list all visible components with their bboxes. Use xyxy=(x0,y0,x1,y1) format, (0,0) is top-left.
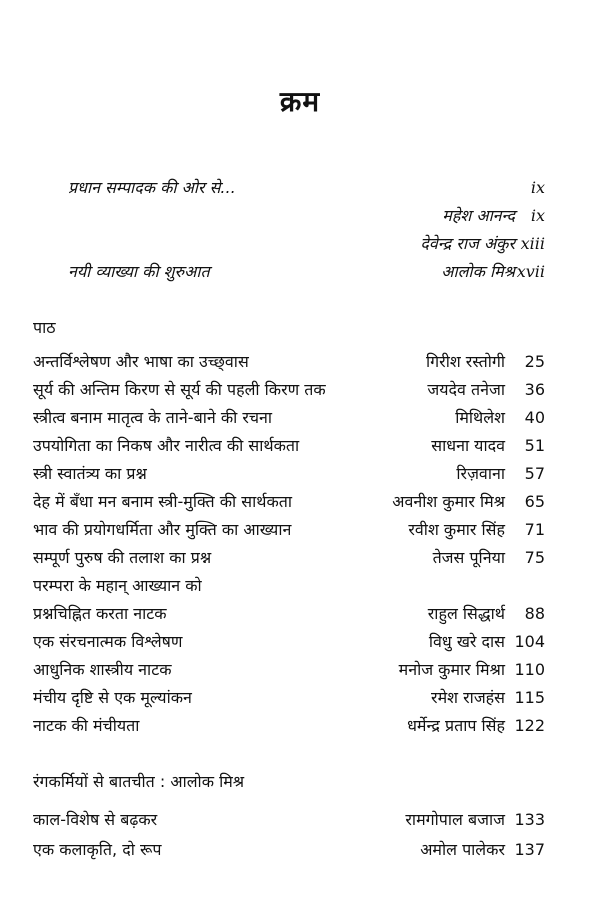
toc-entry xyxy=(33,434,545,460)
entry-page: 122 xyxy=(514,716,545,735)
entry-title: परम्परा के महान् आख्यान को xyxy=(33,576,202,595)
section-heading: रंगकर्मियों से बातचीत : आलोक मिश्र xyxy=(33,772,245,791)
entry-author: देवेन्द्र राज अंकुर xyxy=(420,234,515,253)
entry-page: 51 xyxy=(524,436,545,455)
toc-entry xyxy=(33,260,545,286)
entry-title: उपयोगिता का निकष और नारीत्व की सार्थकता xyxy=(33,436,300,455)
entry-author: जयदेव तनेजा xyxy=(427,380,505,399)
entry-author: साधना यादव xyxy=(431,436,505,455)
entry-page: 104 xyxy=(514,632,545,651)
entry-author: रवीश कुमार सिंह xyxy=(408,520,505,539)
entry-title: प्रधान सम्पादक की ओर से... xyxy=(68,178,236,197)
toc-entry xyxy=(33,490,545,516)
entry-title: काल-विशेष से बढ़कर xyxy=(33,810,158,829)
entry-page: 133 xyxy=(514,810,545,829)
entry-author: विधु खरे दास xyxy=(428,632,505,651)
toc-entry xyxy=(33,714,545,740)
entry-title: एक कलाकृति, दो रूप xyxy=(33,840,162,859)
toc-entry xyxy=(33,838,545,864)
page-title: क्रम xyxy=(279,85,321,118)
entry-title: सम्पूर्ण पुरुष की तलाश का प्रश्न xyxy=(33,548,212,567)
entry-author: महेश आनन्द xyxy=(442,206,515,225)
toc-entry xyxy=(33,350,545,376)
entry-title: देह में बँधा मन बनाम स्त्री-मुक्ति की सार्थकता xyxy=(33,492,293,511)
toc-entry xyxy=(33,204,545,230)
entry-author: रामगोपाल बजाज xyxy=(405,810,505,829)
toc-entry xyxy=(33,462,545,488)
toc-entry xyxy=(33,378,545,404)
entry-author: अवनीश कुमार मिश्र xyxy=(392,492,505,511)
entry-page: 115 xyxy=(514,688,545,707)
entry-author: रिज़वाना xyxy=(456,464,505,483)
entry-title: भाव की प्रयोगधर्मिता और मुक्ति का आख्यान xyxy=(33,520,292,539)
section-heading: पाठ xyxy=(33,318,56,337)
entry-page: xvii xyxy=(516,262,545,281)
entry-author: अमोल पालेकर xyxy=(420,840,505,859)
entry-author: तेजस पूनिया xyxy=(432,548,505,567)
entry-page: 65 xyxy=(524,492,545,511)
entry-page: 57 xyxy=(524,464,545,483)
entry-page: ix xyxy=(530,206,545,225)
entry-title: एक संरचनात्मक विश्लेषण xyxy=(33,632,183,651)
entry-author: राहुल सिद्धार्थ xyxy=(427,604,505,623)
entry-title: सूर्य की अन्तिम किरण से सूर्य की पहली किरण तक xyxy=(33,380,326,399)
entry-page: 88 xyxy=(524,604,545,623)
toc-entry xyxy=(33,630,545,656)
entry-author: रमेश राजहंस xyxy=(431,688,505,707)
toc-entry xyxy=(33,232,545,258)
entry-page: 40 xyxy=(524,408,545,427)
entry-page: 137 xyxy=(514,840,545,859)
toc-entry xyxy=(33,546,545,572)
toc-entry xyxy=(33,658,545,684)
entry-page: 110 xyxy=(514,660,545,679)
entry-author: आलोक मिश्र xyxy=(441,262,515,281)
entry-author: मिथिलेश xyxy=(455,408,505,427)
toc-entry xyxy=(33,406,545,432)
entry-title: स्त्री स्वातंत्र्य का प्रश्न xyxy=(33,464,147,483)
entry-page: 25 xyxy=(524,352,545,371)
entry-page: 36 xyxy=(524,380,545,399)
entry-author: धर्मेन्द्र प्रताप सिंह xyxy=(407,716,505,735)
entry-page: ix xyxy=(530,178,545,197)
toc-entry xyxy=(33,686,545,712)
entry-author: मनोज कुमार मिश्रा xyxy=(398,660,505,679)
entry-title: स्त्रीत्व बनाम मातृत्व के ताने-बाने की रचना xyxy=(33,408,273,427)
toc-entry xyxy=(33,602,545,628)
entry-page: 71 xyxy=(524,520,545,539)
entry-title: नाटक की मंचीयता xyxy=(33,716,140,735)
toc-entry xyxy=(33,176,545,202)
entry-page: 75 xyxy=(524,548,545,567)
entry-title: प्रश्नचिह्नित करता नाटक xyxy=(33,604,167,623)
entry-title: आधुनिक शास्त्रीय नाटक xyxy=(33,660,172,679)
entry-author: गिरीश रस्तोगी xyxy=(426,352,505,371)
entry-page: xiii xyxy=(520,234,545,253)
entry-title: नयी व्याख्या की शुरुआत xyxy=(68,262,210,281)
toc-entry xyxy=(33,808,545,834)
toc-entry xyxy=(33,518,545,544)
toc-entry xyxy=(33,574,545,600)
entry-title: मंचीय दृष्टि से एक मूल्यांकन xyxy=(33,688,192,707)
entry-title: अन्तर्विश्लेषण और भाषा का उच्छ्‌वास xyxy=(33,352,249,371)
